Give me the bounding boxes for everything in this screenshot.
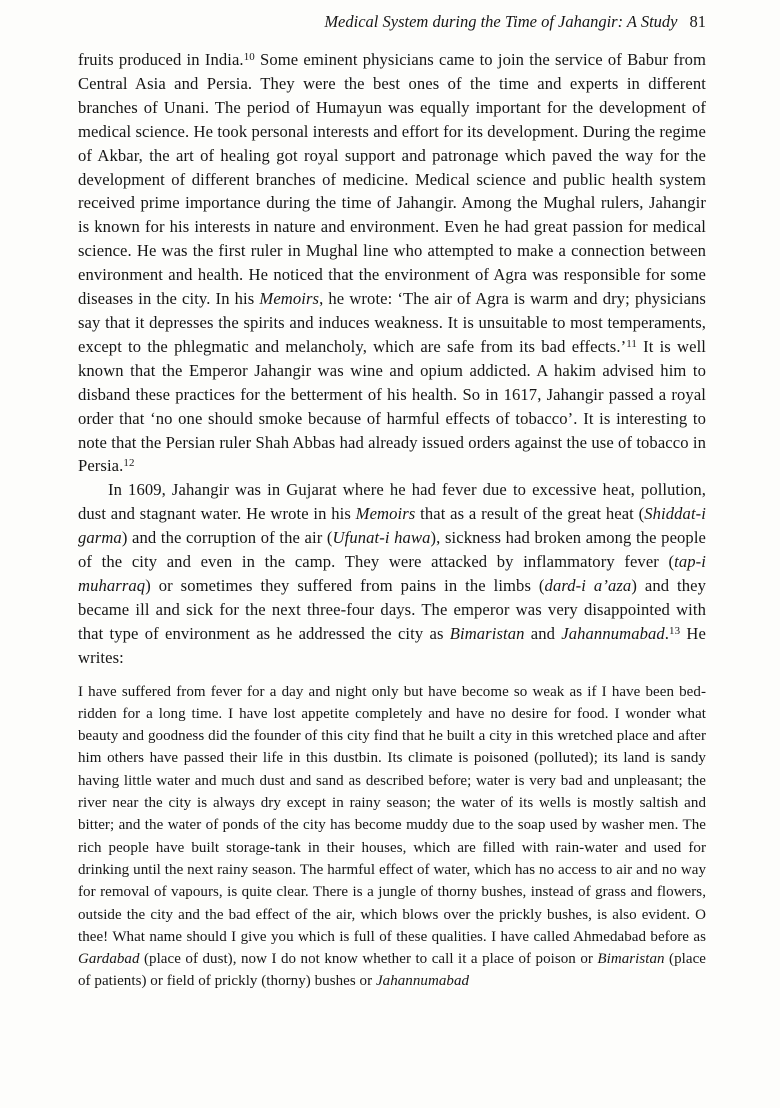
footnote-reference: 12: [123, 457, 135, 470]
running-header-title: Medical System during the Time of Jahangir: A Study: [324, 12, 678, 31]
text-run: ) and the corruption of the air (: [121, 528, 333, 548]
text-run: ), sickness had broken among the people of the city and even in the camp. They were attacked by inflammatory fever (: [78, 528, 706, 572]
text-run: tap-i muharraq: [78, 552, 706, 595]
text-run: Memoirs: [259, 289, 320, 309]
text-run: (place of dust), now I do not know whether to call it a place of poison or: [139, 951, 598, 968]
text-run: ) and they became ill and sick for the next three-four days. The emperor was very disappointed with that type of environment as he addressed the city as: [78, 575, 706, 643]
text-run: I have suffered from fever for a day and night only but have become so weak as if I have been bed-ridden for a long time. I have lost appetite completely and have no desire for food. I wonder what beauty and goodness did the founder of this city find that he built a city in this wretched place and after him others have passed their life in this dustbin. Its climate is poisoned (polluted); its land is sandy having little water and much dust and sand as described before; water is very bad and unpleasant; the river near the city is always dry except in rainy season; the water of its wells is mostly saltish and bitter; and the water of ponds of the city has become muddy due to the soap used by washer men. The rich people have built storage-tank in their houses, which are filled with rain-water and used for drinking until the next rainy season. The harmful effect of water, which has no access to air and no way for removal of vapours, is quite clear. There is a jungle of thorny bushes, instead of grass and flowers, outside the city and the bad effect of the air, which blows over the prickly bushes, is also evident. O thee! What name should I give you which is full of these qualities. I have called Ahmedabad before as: [78, 683, 706, 945]
text-run: Bimaristan: [597, 951, 665, 968]
text-run: (place of patients) or field of prickly (thorny) bushes or: [78, 951, 706, 990]
text-run: that as a result of the great heat (: [415, 504, 645, 524]
text-run: It is well known that the Emperor Jahangir was wine and opium addicted. A hakim advised him to disband these practices for the betterment of his health. So in 1617, Jahangir passed a royal order that ‘no one should smoke because of harmful effects of tobacco’. It is interesting to note that the Persian ruler Shah Abbas had already issued orders against the use of tobacco in Persia.: [78, 336, 706, 476]
block-quote-paragraph: [78, 681, 706, 993]
text-run: ) or sometimes they suffered from pains in the limbs (: [145, 575, 545, 595]
text-run: Jahannumabad: [375, 973, 470, 990]
text-run: Shiddat-i garma: [78, 504, 706, 548]
text-run: dard-i a’aza: [544, 575, 632, 595]
footnote-reference: 10: [243, 51, 255, 64]
text-run: fruits produced in India.: [78, 50, 244, 69]
text-run: Bimaristan: [449, 623, 525, 643]
text-run: Jahannumabad: [561, 623, 665, 643]
running-header: [78, 10, 706, 34]
text-run: Gardabad: [78, 951, 140, 968]
text-body: [78, 48, 706, 993]
text-run: .: [664, 623, 670, 643]
body-paragraph: [78, 48, 706, 478]
text-run: , he wrote: ‘The air of Agra is warm and dry; physicians say that it depresses the spirits and induces weakness. It is unsuitable to most temperaments, except to the phlegmatic and melancholy, which are safe from its bad effects.’: [78, 289, 706, 356]
footnote-reference: 13: [669, 624, 681, 637]
text-run: Memoirs: [355, 504, 416, 524]
text-run: Some eminent physicians came to join the service of Babur from Central Asia and Persia. They were the best ones of the time and experts in different branches of Unani. The period of Humayun was equally important for the development of medical science. He took personal interests and effort for its development. During the regime of Akbar, the art of healing got royal support and patronage which paved the way for the development of different branches of medicine. Medical science and public health system received prime importance during the time of Jahangir. Among the Mughal rulers, Jahangir is known for his interests in nature and environment. Even he had great passion for medical science. He was the first ruler in Mughal line who attempted to make a connection between environment and health. He noticed that the environment of Agra was responsible for some diseases in the city. In his: [78, 50, 706, 309]
text-run: He writes:: [78, 623, 706, 667]
page-number: 81: [689, 12, 706, 31]
body-paragraph: [78, 478, 706, 669]
text-run: Ufunat-i hawa: [332, 528, 431, 548]
text-run: In 1609, Jahangir was in Gujarat where he had fever due to excessive heat, pollution, dust and stagnant water. He wrote in his: [78, 480, 706, 524]
text-run: and: [524, 623, 562, 643]
footnote-reference: 11: [626, 337, 637, 350]
